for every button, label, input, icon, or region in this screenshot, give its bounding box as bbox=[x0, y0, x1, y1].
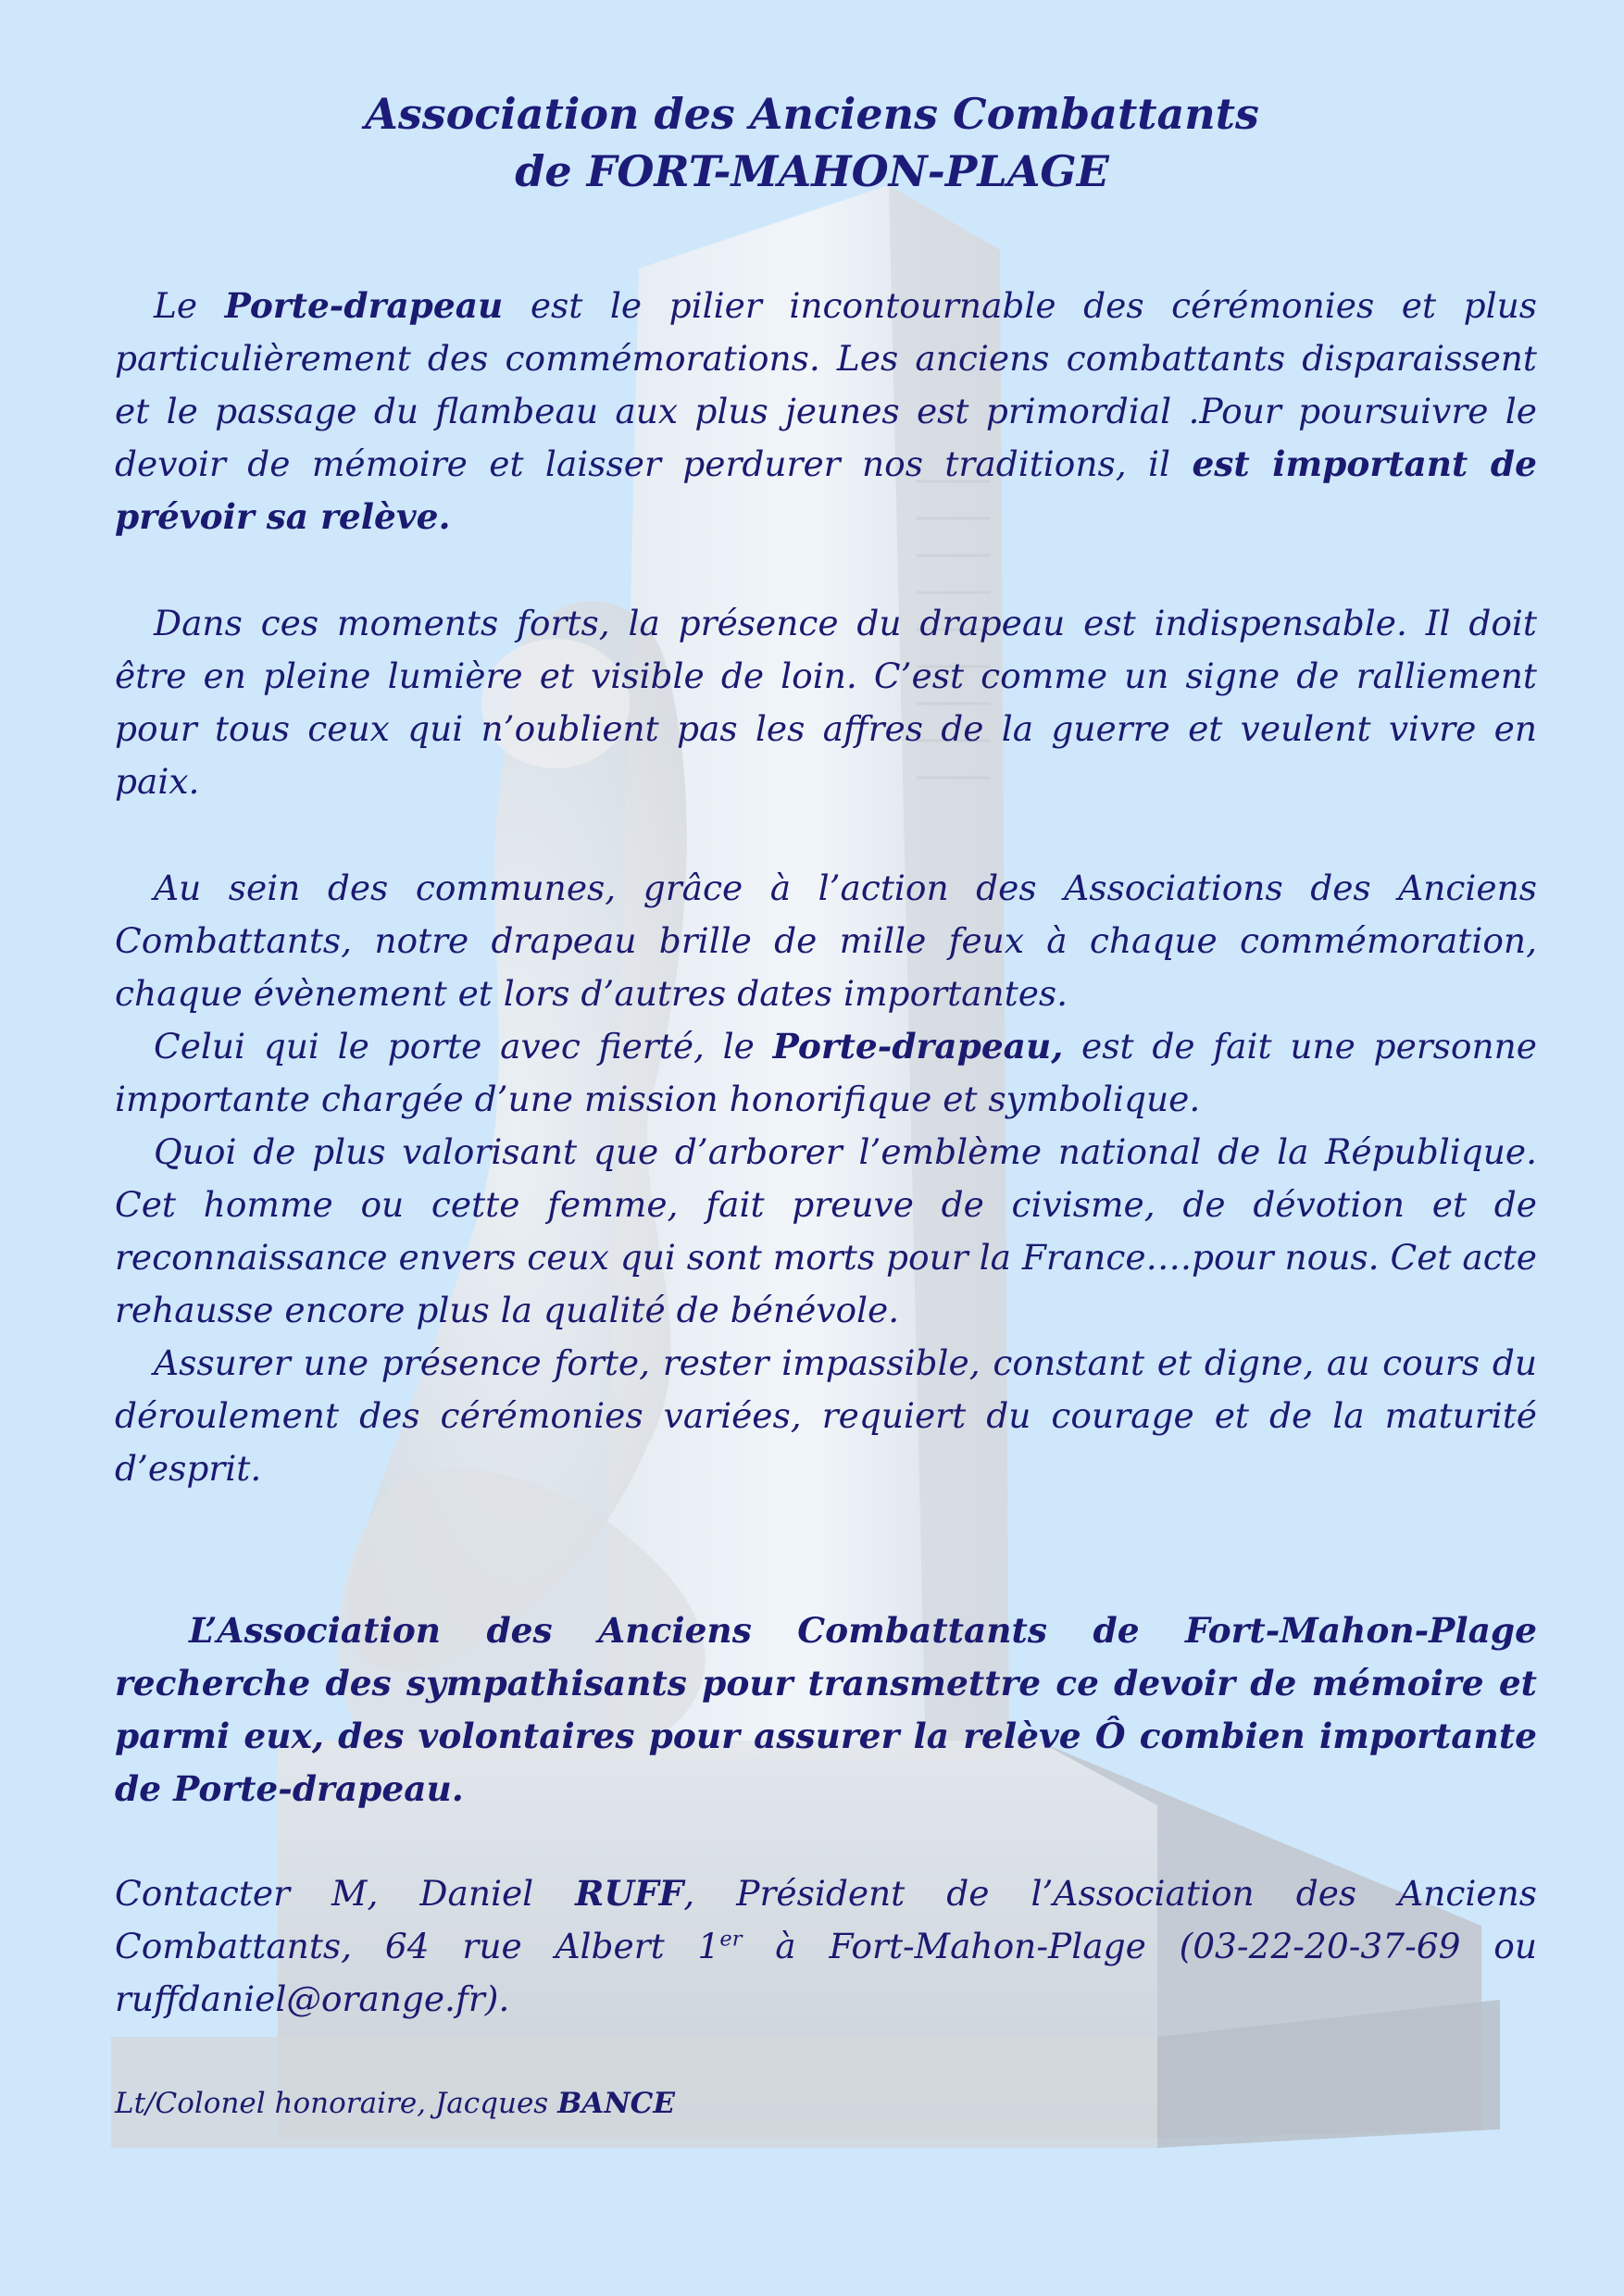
p7-text: L’Association des Anciens Combattants de Fort-Mahon-Plage recherche des sympathisants pour transmettre ce devoir de mémoire et parmi eux, des volontaires pour assurer la relève Ô combien importante de Porte-drapeau. bbox=[115, 1610, 1537, 1809]
contact-paragraph bbox=[115, 1867, 1537, 2026]
contact-text-3: à Fort-Mahon-Plage (03-22-20-37-69 ou ruffdaniel@orange.fr). bbox=[115, 1926, 1538, 2019]
p1-text-1: Le bbox=[154, 285, 225, 326]
title-line-2: de FORT-MAHON-PLAGE bbox=[515, 146, 1109, 196]
signature-name: BANCE bbox=[557, 2087, 675, 2120]
paragraph-7 bbox=[115, 1604, 1537, 1816]
p6-text: Assurer une présence forte, rester impassible, constant et digne, au cours du déroulement des cérémonies variées, requiert du courage et de la maturité d’esprit. bbox=[115, 1342, 1537, 1489]
p4-text-1: Celui qui le porte avec fierté, le bbox=[154, 1026, 773, 1067]
p4-bold-1: Porte-drapeau, bbox=[772, 1026, 1064, 1067]
signature bbox=[115, 2083, 1537, 2124]
paragraph-1 bbox=[115, 280, 1537, 543]
title-line-1: Association des Anciens Combattants bbox=[365, 89, 1259, 139]
contact-text-2: , Président de l’Association des Anciens Combattants, 64 rue Albert 1 bbox=[115, 1873, 1537, 1966]
p3-text: Au sein des communes, grâce à l’action des Associations des Anciens Combattants, notre drapeau brille de mille feux à chaque commémoration, chaque évènement et lors d’autres dates importantes. bbox=[115, 867, 1537, 1014]
p2-text: Dans ces moments forts, la présence du drapeau est indispensable. Il doit être en pleine lumière et visible de loin. C’est comme un signe de ralliement pour tous ceux qui n’oublient pas les affres de la guerre et veulent vivre en paix. bbox=[115, 603, 1537, 802]
contact-text-1: Contacter M, Daniel bbox=[115, 1873, 576, 1914]
paragraph-4 bbox=[115, 1020, 1537, 1126]
paragraph-group bbox=[115, 862, 1537, 1495]
contact-sup: er bbox=[719, 1927, 743, 1952]
p5-text: Quoi de plus valorisant que d’arborer l’emblème national de la République. Cet homme ou cette femme, fait preuve de civisme, de dévotion et de reconnaissance envers ceux qui sont morts pour la France….pour nous. Cet acte rehausse encore plus la qualité de bénévole. bbox=[115, 1131, 1537, 1330]
paragraph-2 bbox=[115, 597, 1537, 808]
page-title bbox=[0, 85, 1624, 200]
p1-text-2: est le pilier incontournable des cérémonies et plus particulièrement des commémorations. Les anciens combattants disparaissent et le passage du flambeau aux plus jeunes est primordial .Pour poursuivre le devoir de mémoire et laisser perdurer nos traditions, il bbox=[115, 285, 1537, 484]
contact-name-bold: RUFF bbox=[575, 1873, 684, 1914]
p4-text-2: est de fait une personne importante chargée d’une mission honorifique et symbolique. bbox=[115, 1026, 1537, 1119]
p1-bold-2: est important de prévoir sa relève. bbox=[115, 443, 1537, 537]
signature-text: Lt/Colonel honoraire, Jacques bbox=[115, 2087, 558, 2120]
p1-bold-1: Porte-drapeau bbox=[224, 285, 504, 326]
